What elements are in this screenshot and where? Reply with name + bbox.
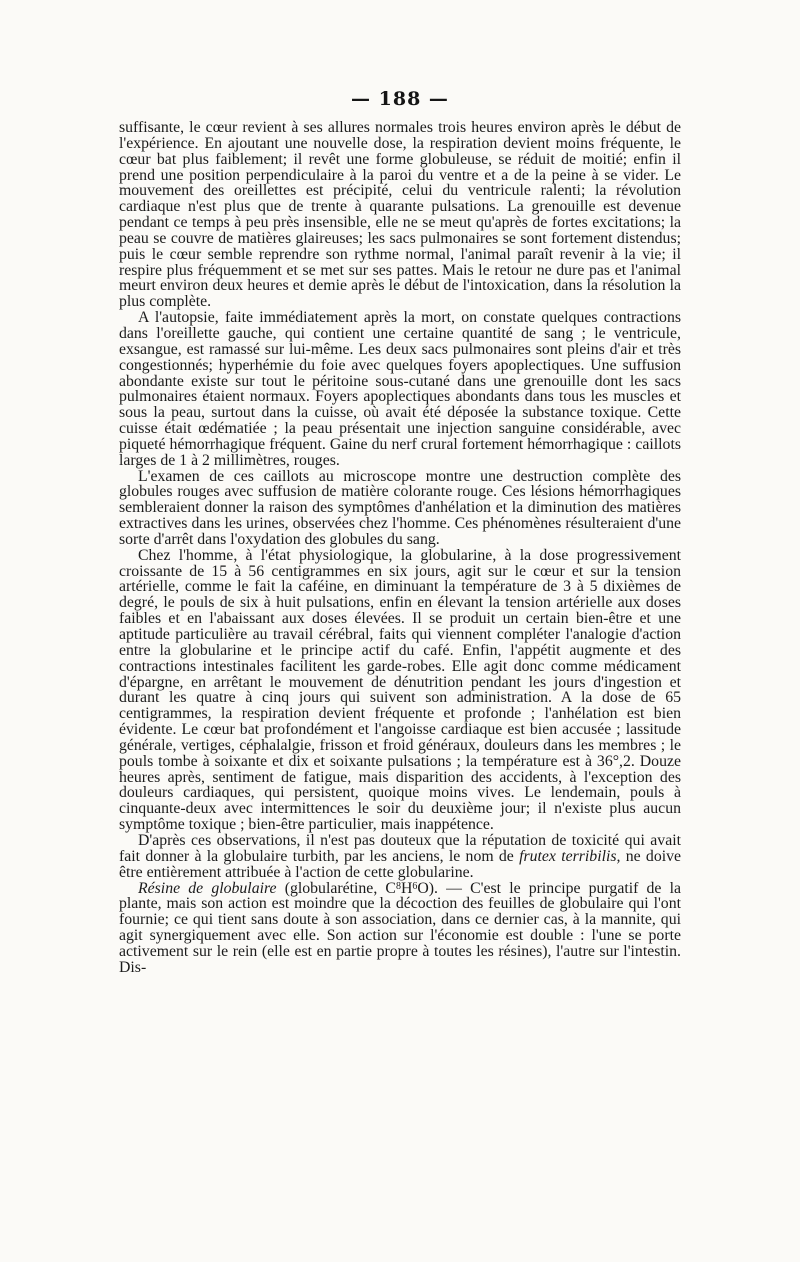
formula-text: H bbox=[400, 879, 413, 897]
paragraph: A l'autopsie, faite immédiatement après la mort, on constate quelques contractions dans l'oreillette gauche, qui contient une certaine quantité de sang ; le ventricule, exsangue, est ramassé sur lui-même. Les deux sacs pulmonaires sont pleins d'air et très congestionnés; hyperhémie du foie avec quelques foyers apoplectiques. Une suffusion abondante existe sur tout le péritoine sous-cutané dans une grenouille dont les sacs pulmonaires étaient normaux. Foyers apoplectiques abondants dans tous les muscles et sous la peau, surtout dans la cuisse, où avait été déposée la substance toxique. Cette cuisse était œdématiée ; la peau présentait une injection sanguine considérable, avec piqueté hémorrhagique fréquent. Gaine du nerf crural fortement hémorrhagique : caillots larges de 1 à 2 millimètres, rouges. bbox=[119, 309, 681, 469]
formula-subscript: 8 bbox=[395, 880, 401, 892]
body-text bbox=[119, 120, 681, 976]
page-number: — 188 — bbox=[351, 88, 449, 110]
paragraph: Chez l'homme, à l'état physiologique, la globularine, à la dose progressivement croissante de 15 à 56 centigrammes en six jours, agit sur le cœur et sur la tension artérielle, comme le fait la caféine, en diminuant la température de 3 à 5 dixièmes de degré, le pouls de six à huit pulsations, enfin en élevant la tension artérielle aux doses faibles et en l'abaissant aux doses élevées. Il se produit un certain bien-être et une aptitude particulière au travail cérébral, faits qui viennent compléter l'analogie d'action entre la globularine et le principe actif du café. Enfin, l'appétit augmente et des contractions intestinales facilitent les garde-robes. Elle agit donc comme médicament d'épargne, en arrêtant le mouvement de dénutrition pendant les jours d'ingestion et durant les quatre à cinq jours qui suivent son administration. A la dose de 65 centigrammes, la respiration devient fréquente et profonde ; l'anhélation est bien évidente. Le cœur bat profondément et l'angoisse cardiaque est bien accusée ; lassitude générale, vertiges, céphalalgie, frisson et froid généraux, douleurs dans les membres ; le pouls tombe à soixante et dix et soixante pulsations ; la température est à 36°,2. Douze heures après, sentiment de fatigue, mais disparition des accidents, à l'exception des douleurs cardiaques, qui persistent, quoique moins vives. Le lendemain, pouls à cinquante-deux avec intermittences le soir du deuxième jour; il n'existe plus aucun symptôme toxique ; bien-être particulier, mais inappétence. bbox=[119, 546, 681, 834]
latin-term: frutex terribilis, bbox=[519, 847, 621, 865]
paragraph-text: D'après ces observations, il n'est pas douteux que la réputation de toxicité qui avait fait donner à la globulaire turbith, par les anciens, le nom de bbox=[119, 831, 681, 865]
paragraph-text: ne doive être entièrement attribuée à l'action de cette globularine. bbox=[119, 847, 682, 881]
paragraph bbox=[119, 833, 681, 881]
paragraph: suffisante, le cœur revient à ses allures normales trois heures environ après le début de l'expérience. En ajoutant une nouvelle dose, la respiration devient moins fréquente, le cœur bat plus faiblement; il revêt une forme globuleuse, se réduit de moitié; enfin il prend une position perpendiculaire à la paroi du ventre et a de la peine à se vider. Le mouvement des oreillettes est précipité, celui du ventricule ralenti; la révolution cardiaque n'est plus que de trente à quarante pulsations. La grenouille est devenue pendant ce temps à peu près insensible, elle ne se meut qu'après de fortes excitations; la peau se couvre de matières glaireuses; les sacs pulmonaires se sont fortement distendus; puis le cœur semble reprendre son rythme normal, l'animal paraît revenir à la vie; il respire plus fréquemment et se met sur ses pattes. Mais le retour ne dure pas et l'animal meurt environ deux heures et demie après le début de l'intoxication, dans la résolution la plus complète. bbox=[119, 119, 681, 311]
paragraph-text: (globularétine, C bbox=[276, 879, 396, 897]
paragraph: L'examen de ces caillots au microscope montre une destruction complète des globules rouges avec suffusion de matière colorante rouge. Ces lésions hémorrhagiques sembleraient donner la raison des symptômes d'anhélation et la diminution des matières extractives dans les urines, observées chez l'homme. Ces phénomènes résulteraient d'une sorte d'arrêt dans l'oxydation des globules du sang. bbox=[119, 467, 681, 548]
section-term: Résine de globulaire bbox=[138, 879, 277, 897]
formula-subscript: 6 bbox=[412, 880, 418, 892]
paragraph-text: O). — C'est le principe purgatif de la plante, mais son action est moindre que la décoction des feuilles de globulaire qui l'ont fournie; ce qui tient sans doute à son association, dans ce dernier cas, à la mannite, qui agit synergiquement avec elle. Son action sur l'économie est double : l'une se porte activement sur le rein (elle est en partie propre à toutes les résines), l'autre sur l'intestin. Dis- bbox=[119, 879, 681, 976]
paragraph bbox=[119, 881, 681, 976]
